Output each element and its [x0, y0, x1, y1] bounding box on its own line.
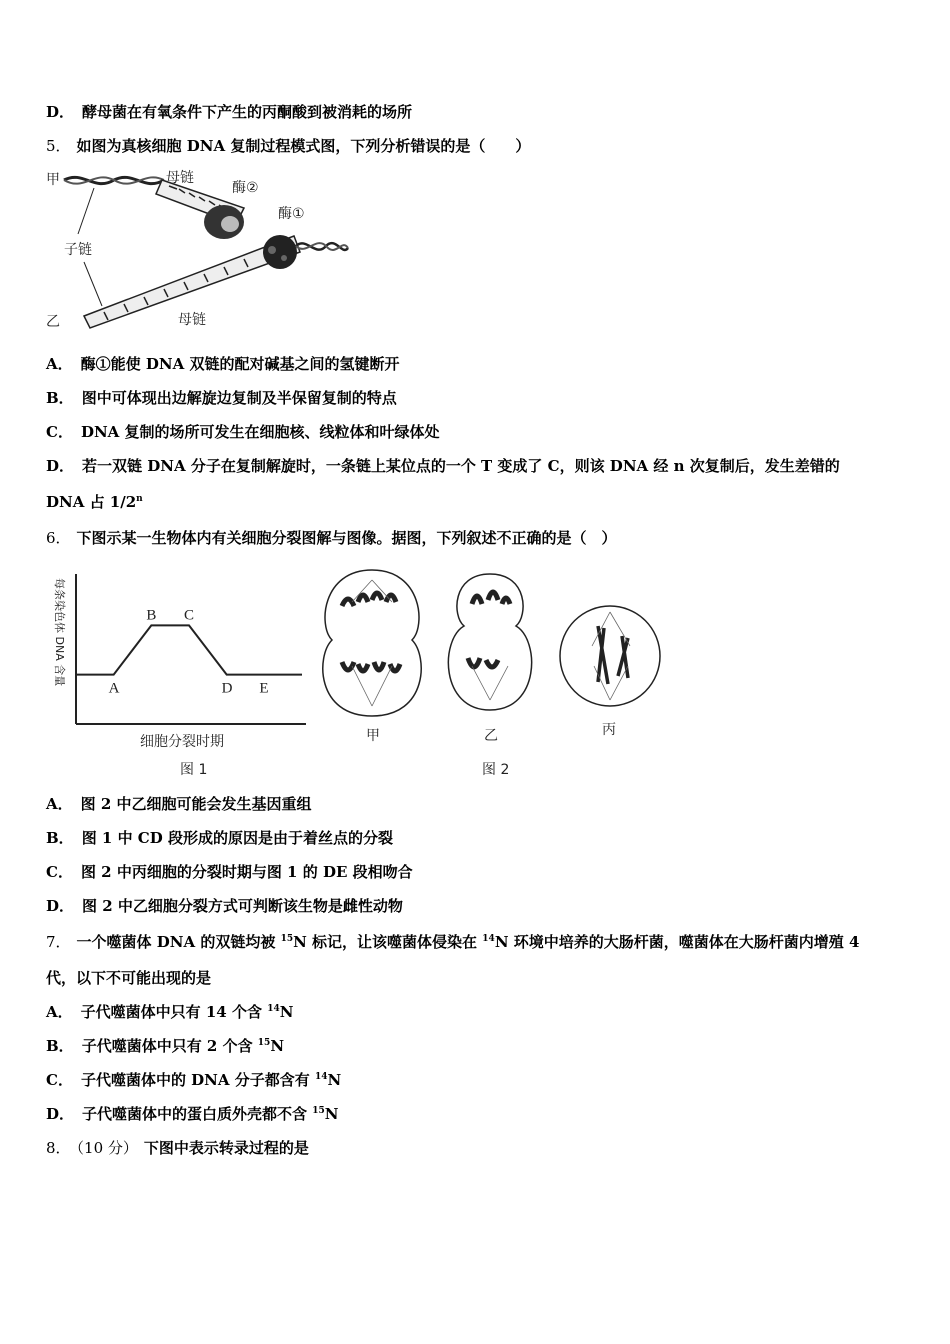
point-label-c: C — [184, 607, 195, 624]
q6-option-d: D． 图 2 中乙细胞分裂方式可判断该生物是雌性动物 — [46, 897, 403, 915]
q4-option-d: D． 酵母菌在有氧条件下产生的丙酮酸到被消耗的场所 — [46, 103, 413, 121]
svg-text:甲: 甲 — [366, 728, 380, 744]
q5-option-c: C． DNA 复制的场所可发生在细胞核、线粒体和叶绿体处 — [46, 423, 440, 441]
label-daughter-strand: 子链 — [64, 242, 92, 258]
series-line — [76, 625, 302, 674]
q5-option-d-continued: DNA 占 1/2$^n$ — [46, 493, 143, 511]
q5-stem: 5． 如图为真核细胞 DNA 复制过程模式图，下列分析错误的是（ ） — [46, 137, 531, 155]
q6-option-c: C． 图 2 中丙细胞的分裂时期与图 1 的 DE 段相吻合 — [46, 863, 413, 881]
q5-option-a: A． 酶①能使 DNA 双链的配对碱基之间的氢键断开 — [46, 355, 400, 373]
label-enzyme-2: 酶② — [232, 180, 259, 196]
point-label-e: E — [259, 680, 269, 697]
figure-2-cells — [312, 566, 672, 780]
svg-text:乙: 乙 — [484, 728, 498, 744]
q7-option-d: D． 子代噬菌体中的蛋白质外壳都不含 $^{15}$N — [46, 1105, 339, 1123]
cell-bing — [560, 606, 660, 738]
point-label-b: B — [146, 607, 157, 624]
enzyme-2 — [204, 205, 244, 239]
cell-yi — [448, 574, 531, 744]
y-axis-label: 每条染色体 DNA 含量 — [53, 578, 66, 687]
label-yi: 乙 — [46, 314, 60, 330]
q6-stem: 6． 下图示某一生物体内有关细胞分裂图解与图像。据图，下列叙述不正确的是（ ） — [46, 529, 617, 547]
q7-option-c: C． 子代噬菌体中的 DNA 分子都含有 $^{14}$N — [46, 1071, 342, 1089]
label-parent-strand-bottom: 母链 — [178, 312, 206, 328]
point-label-d: D — [221, 680, 233, 697]
q5-option-b: B． 图中可体现出边解旋边复制及半保留复制的特点 — [46, 389, 397, 407]
q7-option-a: A． 子代噬菌体中只有 14 个含 $^{14}$N — [46, 1003, 294, 1021]
figure-1-caption: 图 1 — [180, 762, 208, 778]
q6-option-b: B． 图 1 中 CD 段形成的原因是由于着丝点的分裂 — [46, 829, 393, 847]
figure-1-chart — [40, 566, 310, 780]
x-axis-label: 细胞分裂时期 — [140, 734, 224, 750]
point-label-a: A — [108, 680, 120, 697]
figure-2-caption: 图 2 — [482, 762, 510, 778]
q8-stem: 8． （10 分） 下图中表示转录过程的是 — [46, 1139, 309, 1157]
label-jia: 甲 — [46, 172, 60, 188]
pointer-line — [84, 262, 102, 306]
dna-replication-figure — [44, 166, 354, 336]
label-parent-strand-top: 母链 — [166, 170, 194, 186]
q6-option-a: A． 图 2 中乙细胞可能会发生基因重组 — [46, 795, 312, 813]
q7-option-b: B． 子代噬菌体中只有 2 个含 $^{15}$N — [46, 1037, 285, 1055]
q7-stem: 7． 一个噬菌体 DNA 的双链均被 $^{15}$N 标记，让该噬菌体侵染在 $^{14}$N 环境中培养的大肠杆菌，噬菌体在大肠杆菌内增殖 4 — [46, 933, 860, 951]
q5-option-d: D． 若一双链 DNA 分子在复制解旋时，一条链上某位点的一个 T 变成了 C，则该 DNA 经 n 次复制后，发生差错的 — [46, 457, 840, 475]
enzyme-1 — [263, 235, 297, 269]
q7-stem-continued: 代，以下不可能出现的是 — [46, 969, 212, 987]
svg-text:丙: 丙 — [602, 722, 616, 738]
cell-jia — [323, 570, 421, 744]
label-enzyme-1: 酶① — [278, 206, 305, 222]
pointer-line — [78, 188, 94, 234]
